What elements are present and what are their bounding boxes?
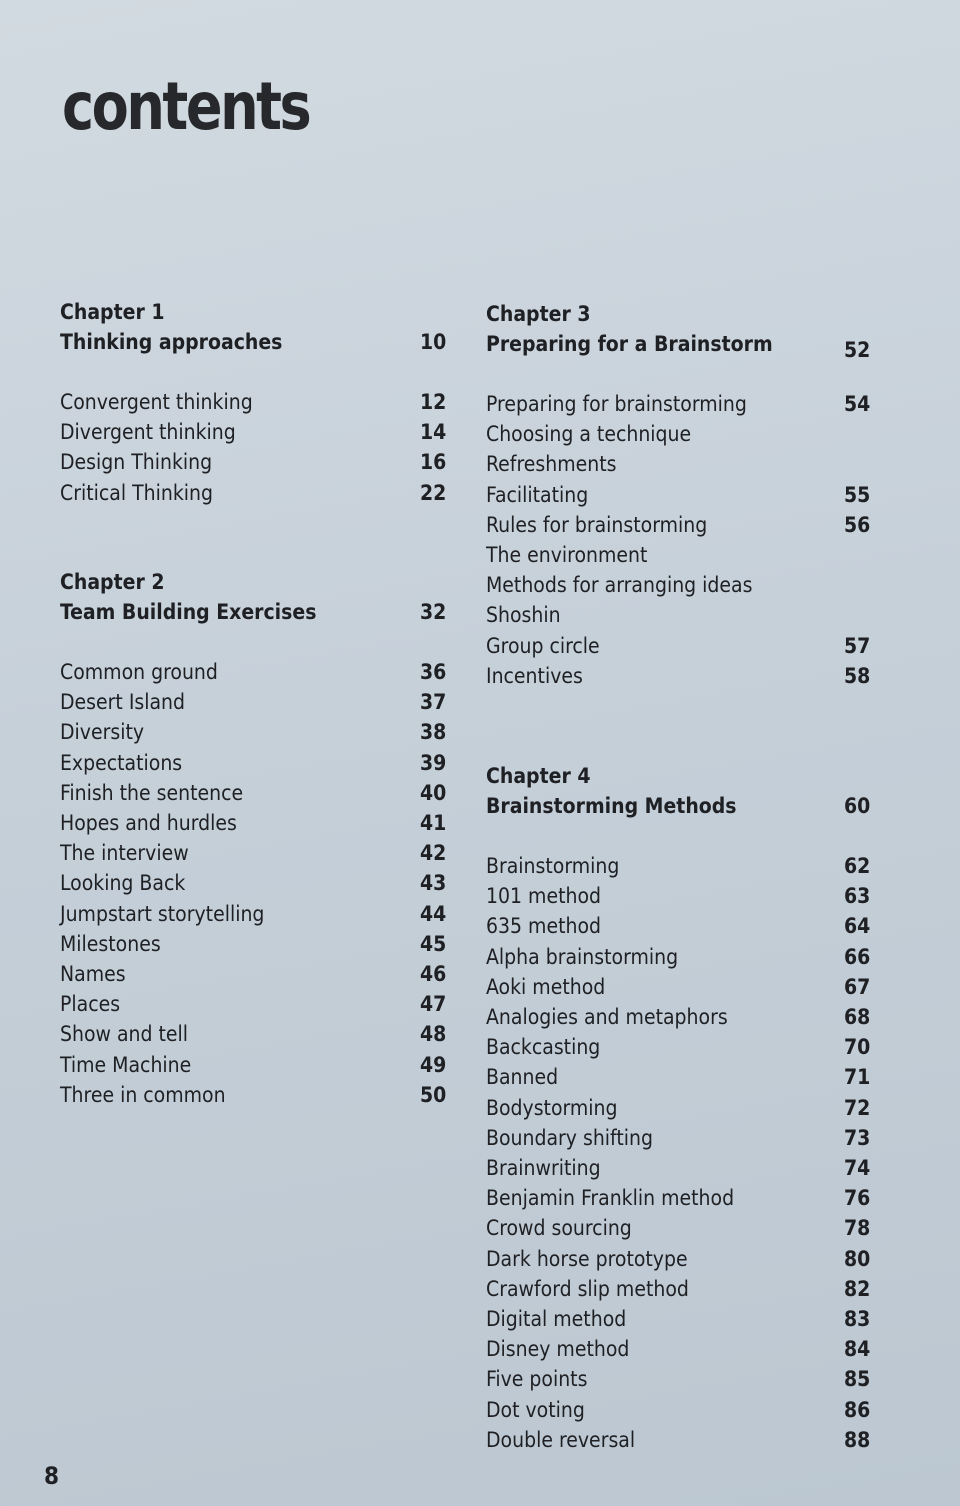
toc-entry-page: 55 <box>844 482 871 507</box>
toc-entry-page: 58 <box>844 663 871 688</box>
toc-entry-page: 44 <box>420 901 447 926</box>
toc-entry-page: 84 <box>844 1337 871 1362</box>
left-column <box>60 300 460 1120</box>
chapter-heading-page: 52 <box>844 338 871 362</box>
chapter-heading-page: 60 <box>844 794 871 818</box>
toc-entry-page: 88 <box>844 1427 871 1452</box>
toc-entry-label: Shoshin <box>486 603 561 628</box>
chapter-heading-label: Preparing for a Brainstorm <box>486 332 773 356</box>
toc-entry-page: 47 <box>420 992 447 1017</box>
chapter-number-label: Chapter 2 <box>60 570 165 594</box>
chapter-heading-label: Thinking approaches <box>60 330 283 354</box>
toc-entry-page: 38 <box>420 720 447 745</box>
toc-entry-label: Dark horse prototype <box>486 1246 688 1271</box>
toc-entry-page: 40 <box>420 780 447 805</box>
toc-entry-page: 68 <box>844 1005 871 1029</box>
toc-entry-page: 45 <box>420 931 447 956</box>
toc-entry-label: Brainwriting <box>486 1156 601 1180</box>
chapter-heading-label: Brainstorming Methods <box>486 794 737 818</box>
toc-entry-page: 67 <box>844 974 871 999</box>
toc-entry-page: 72 <box>844 1095 871 1120</box>
toc-entry-page: 12 <box>420 390 447 414</box>
toc-entry-label: Alpha brainstorming <box>486 944 679 969</box>
toc-entry-label: Double reversal <box>486 1427 636 1452</box>
toc-entry-label: Three in common <box>60 1082 226 1107</box>
toc-entry-label: 635 method <box>486 914 602 939</box>
toc-entry-label: Places <box>60 992 121 1017</box>
toc-entry-label: Choosing a technique <box>486 422 692 447</box>
toc-entry-label: Aoki method <box>486 974 606 999</box>
toc-entry-page: 16 <box>420 450 447 475</box>
toc-entry-page: 57 <box>844 633 871 658</box>
toc-entry-label: Refreshments <box>486 452 617 477</box>
toc-entry-label: Design Thinking <box>60 450 213 475</box>
toc-entry-label: Time Machine <box>60 1052 192 1077</box>
toc-entry-label: Group circle <box>486 633 600 658</box>
toc-entry-page: 85 <box>844 1367 871 1392</box>
toc-entry-label: Brainstorming <box>486 854 620 878</box>
toc-entry-page: 82 <box>844 1276 871 1301</box>
right-column <box>486 302 886 1462</box>
toc-entry-label: Common ground <box>60 660 218 684</box>
toc-entry-label: Rules for brainstorming <box>486 512 708 537</box>
toc-entry-page: 73 <box>844 1125 871 1150</box>
toc-entry-label: Convergent thinking <box>60 390 253 414</box>
toc-entry-page: 86 <box>844 1397 871 1422</box>
toc-entry-label: Disney method <box>486 1337 630 1362</box>
chapter-number-label: Chapter 3 <box>486 302 591 326</box>
toc-entry-label: Bodystorming <box>486 1095 618 1120</box>
toc-entry-page: 78 <box>844 1216 871 1241</box>
toc-entry-page: 14 <box>420 420 447 445</box>
toc-entry-page: 54 <box>844 392 871 416</box>
chapter-number-label: Chapter 4 <box>486 764 591 788</box>
toc-entry-label: Show and tell <box>60 1022 189 1047</box>
toc-entry-label: Digital method <box>486 1307 627 1331</box>
toc-entry-label: Boundary shifting <box>486 1125 653 1150</box>
chapter-number-label: Chapter 1 <box>60 300 165 324</box>
toc-entry-page: 56 <box>844 512 871 537</box>
toc-entry-page: 46 <box>420 962 447 986</box>
toc-entry-label: Crawford slip method <box>486 1276 689 1301</box>
toc-entry-page: 41 <box>420 811 447 835</box>
toc-entry-label: Desert Island <box>60 690 186 715</box>
page-title: contents <box>62 68 310 145</box>
toc-entry-page: 39 <box>420 750 447 775</box>
toc-entry-label: Benjamin Franklin method <box>486 1186 735 1211</box>
toc-entry-label: Five points <box>486 1367 588 1392</box>
toc-entry-page: 22 <box>420 480 447 505</box>
toc-entry-page: 80 <box>844 1246 871 1271</box>
toc-entry-page: 48 <box>420 1022 447 1047</box>
toc-entry-label: Milestones <box>60 931 161 956</box>
toc-entry-label: Finish the sentence <box>60 780 244 805</box>
toc-entry-label: Analogies and metaphors <box>486 1005 728 1029</box>
toc-entry-page: 62 <box>844 854 871 878</box>
toc-entry-page: 76 <box>844 1186 871 1211</box>
chapter-heading-page: 10 <box>420 330 447 354</box>
toc-entry-page: 71 <box>844 1065 871 1090</box>
chapter-heading-page: 32 <box>420 600 447 624</box>
toc-entry-label: Diversity <box>60 720 145 745</box>
toc-entry-label: Backcasting <box>486 1035 601 1060</box>
toc-entry-label: Divergent thinking <box>60 420 236 445</box>
toc-entry-label: Expectations <box>60 750 183 775</box>
toc-entry-page: 64 <box>844 914 871 939</box>
toc-entry-label: Facilitating <box>486 482 589 507</box>
toc-entry-label: Names <box>60 962 126 986</box>
toc-entry-page: 37 <box>420 690 447 715</box>
toc-entry-label: Dot voting <box>486 1397 585 1422</box>
toc-entry-label: Critical Thinking <box>60 480 213 505</box>
toc-entry-page: 66 <box>844 944 871 969</box>
toc-entry-page: 50 <box>420 1082 447 1107</box>
toc-entry-label: Incentives <box>486 663 583 688</box>
toc-entry-label: Methods for arranging ideas <box>486 573 753 598</box>
toc-entry-label: The environment <box>486 543 648 567</box>
toc-entry-label: Crowd sourcing <box>486 1216 632 1241</box>
toc-entry-page: 83 <box>844 1307 871 1331</box>
toc-entry-label: Hopes and hurdles <box>60 811 237 835</box>
chapter-heading-label: Team Building Exercises <box>60 600 317 624</box>
toc-entry-page: 36 <box>420 660 447 684</box>
toc-entry-page: 42 <box>420 841 447 866</box>
toc-entry-page: 43 <box>420 871 447 896</box>
toc-entry-page: 70 <box>844 1035 871 1060</box>
toc-entry-label: Banned <box>486 1065 559 1090</box>
toc-entry-label: Looking Back <box>60 871 186 896</box>
toc-entry-label: The interview <box>60 841 189 866</box>
toc-entry-page: 63 <box>844 884 871 909</box>
toc-entry-label: Preparing for brainstorming <box>486 392 747 416</box>
toc-entry-page: 49 <box>420 1052 447 1077</box>
toc-entry-label: 101 method <box>486 884 602 909</box>
page-number: 8 <box>44 1462 60 1490</box>
toc-entry-page: 74 <box>844 1156 871 1180</box>
toc-entry-label: Jumpstart storytelling <box>60 901 265 926</box>
